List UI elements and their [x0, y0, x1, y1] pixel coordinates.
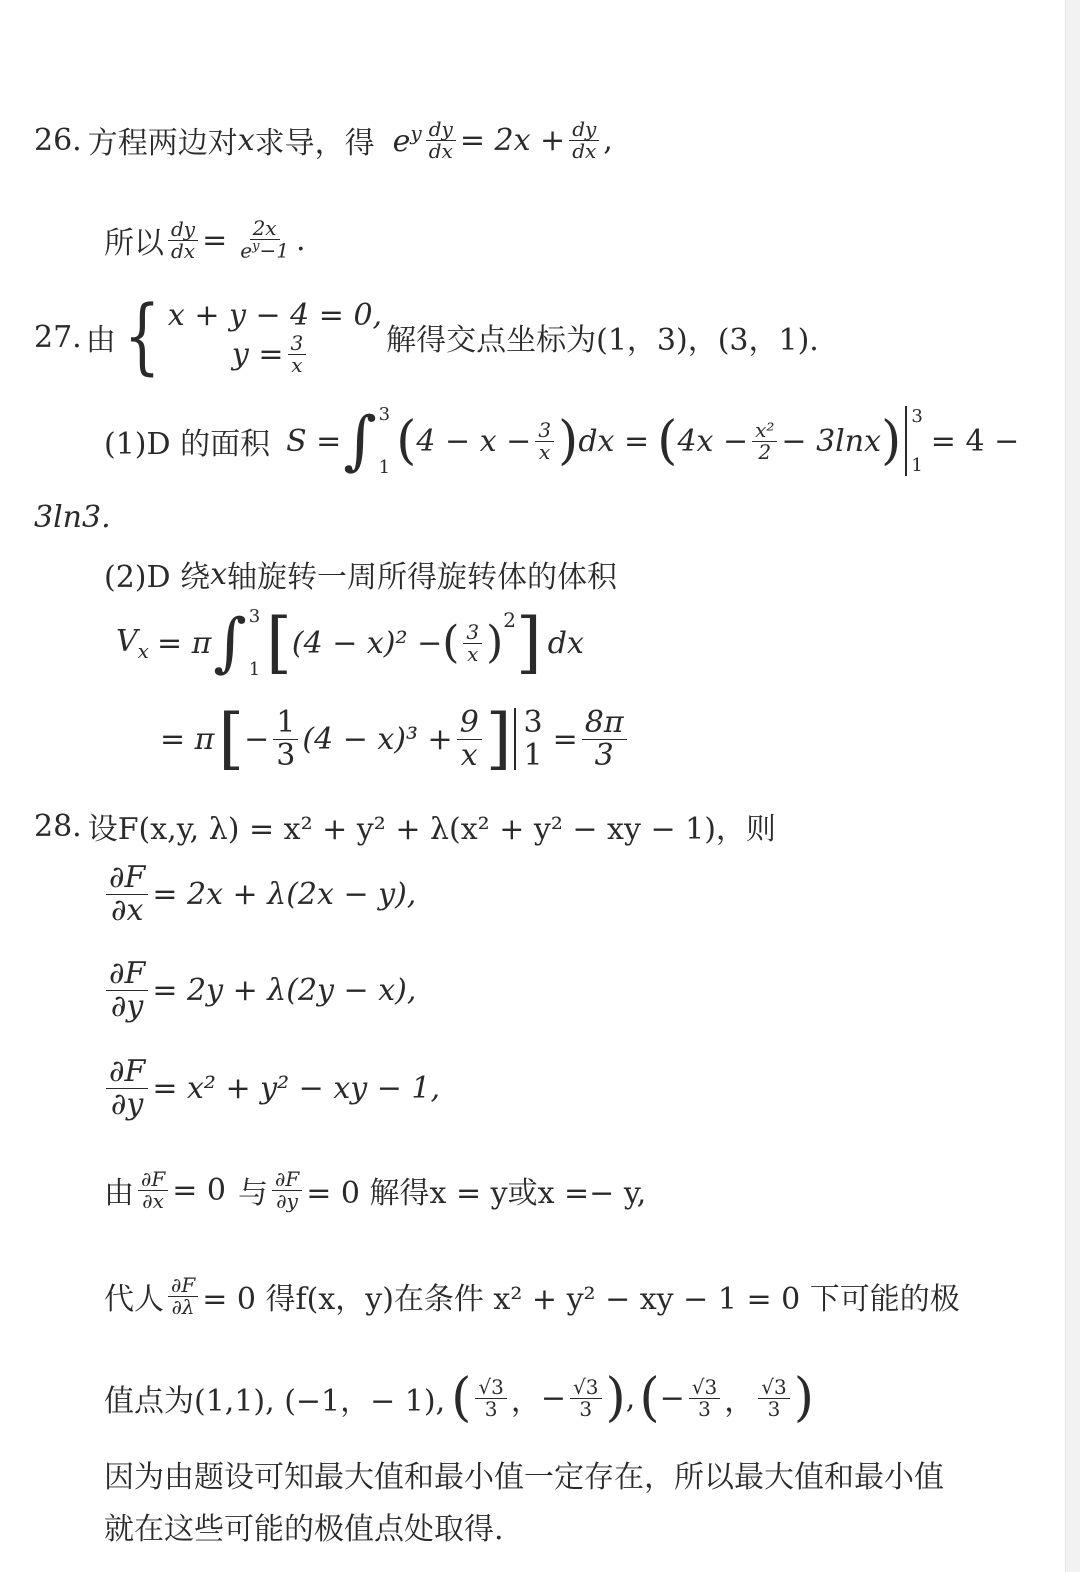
q27-result-b: 3ln3. — [34, 500, 111, 535]
q27-part1-result — [34, 500, 111, 535]
q27-result: 解得交点坐标为(1，3)，(3，1). — [386, 323, 819, 358]
q28-you: 由 — [104, 1176, 134, 1211]
q26-text-b: 求导，得 — [254, 126, 375, 161]
q28-frac-dFdx-small: $\frac{\partial F}{\partial x}$ — [138, 1169, 168, 1212]
page-edge — [1065, 0, 1080, 1572]
q27-paren-open: ( — [396, 411, 417, 471]
q27-vx2-eq2: = — [552, 721, 578, 757]
q27-system — [168, 298, 382, 376]
q28-eq3: = x² + y² − xy − 1, — [152, 1070, 441, 1106]
q27-you: 由 — [85, 323, 116, 358]
q27-vx-frac: $\frac{3}{x}$ — [463, 622, 482, 665]
q27-part2-label — [104, 552, 617, 596]
q26-frac-dydx: $\frac{dy}{dx}$ — [426, 119, 456, 162]
q27-vx-term1: (4 − x)² − — [291, 625, 443, 661]
q27-vx2-minus: − — [244, 721, 270, 757]
q28-dFdy-2: $\frac{\partial F}{\partial y}$ — [106, 1056, 148, 1120]
q26-number: 26. — [34, 122, 82, 158]
q27-part1-line — [104, 404, 1019, 478]
q26-comma: , — [603, 122, 613, 158]
q28-substitute: = 0 得f(x，y)在条件 x² + y² − xy − 1 = 0 下可能的极 — [202, 1282, 960, 1317]
q28-eq2: = 2y + λ(2y − x), — [152, 972, 417, 1008]
q26-result-frac: $\frac{2x}{e^y-1}$ — [240, 216, 289, 263]
q27-p2-label-a: (2)D 绕 — [104, 560, 211, 595]
q28-dFdx: $\frac{\partial F}{\partial x}$ — [106, 862, 148, 926]
q27-anti-frac: $\frac{\text{x²}}{2}$ — [752, 420, 777, 463]
q26-period: . — [295, 222, 306, 258]
q28-setup-line — [34, 804, 776, 848]
q27-paren-close: ) — [558, 411, 579, 471]
q27-volume-line1: $V_x$ = π ∫ 3 1 [ (4 − x)² − ( $\frac{3}{x}$ ) $^2$ ] dx — [116, 604, 584, 681]
q26-ey: $e^y$ — [392, 121, 422, 159]
q27-number: 27. — [34, 319, 82, 355]
q27-anti-b: − 3lnx — [781, 423, 882, 459]
q27-vx2-term: (4 − x)³ + — [302, 721, 453, 757]
q27-p1-label: (1)D 的面积 — [104, 427, 271, 462]
q27-volume-line2: = π [ − $\frac{1}{3}$ (4 − x)³ + $\frac{9}{x}$ ] 3 1 = $\frac{8\pi}{3}$ — [160, 706, 631, 772]
q27-system-line — [34, 289, 819, 384]
q27-anti-close: ) — [881, 411, 902, 471]
q26-eq: = 2x + — [459, 122, 566, 158]
q27-vx-eq: = π — [156, 625, 212, 661]
q28-conclusion-1: 因为由题设可知最大值和最小值一定存在，所以最大值和最小值 — [104, 1460, 944, 1495]
q28-solve-line — [104, 1168, 646, 1212]
q27-bracket-close: ] — [516, 604, 542, 681]
q26-frac-dydx-3: $\frac{dy}{dx}$ — [168, 219, 198, 262]
q27-eval-bar: 3 1 — [905, 406, 922, 476]
q27-vx2-limits: 3 1 — [523, 705, 543, 773]
q27-brace: { — [123, 289, 161, 384]
q27-p2-label-x: x — [210, 556, 228, 592]
q28-partial-y — [102, 958, 416, 1022]
q26-frac-dydx-2: $\frac{dy}{dx}$ — [569, 119, 599, 162]
q28-frac-dFdy-small: $\frac{\partial F}{\partial y}$ — [272, 1169, 302, 1212]
q28-points-line: 值点为(1,1), (−1，− 1), ( $\frac{√3}{3}$ ， − $\frac{√3}{3}$ ) , ( − $\frac{√3}{3}$ ， $\frac{√3}{3}$ ) — [104, 1368, 815, 1428]
q28-substitute-line — [104, 1274, 960, 1318]
q26-eq2: = — [202, 222, 228, 258]
q28-dFdy: $\frac{\partial F}{\partial y}$ — [106, 958, 148, 1022]
q26-text-a: 方程两边对 — [87, 126, 238, 161]
q27-vx-integral: ∫ — [213, 606, 247, 680]
q27-vx2-eq: = π — [160, 721, 215, 757]
q26-so: 所以 — [104, 226, 164, 261]
q27-eq1: x + y − 4 = 0, — [167, 298, 383, 333]
q28-solve: = 0 解得x = y或x =− y, — [306, 1176, 647, 1211]
q28-yu: 与 — [237, 1176, 268, 1211]
q27-vx: $V_x$ — [116, 623, 149, 663]
q27-result-a: = 4 − — [930, 423, 1020, 459]
q28-pt3-y: $\frac{√3}{3}$ — [570, 1377, 601, 1420]
q27-vx2-frac2: $\frac{9}{x}$ — [457, 707, 482, 771]
q28-pt4-y: $\frac{√3}{3}$ — [758, 1377, 789, 1420]
q28-pt3-x: $\frac{√3}{3}$ — [475, 1377, 506, 1420]
q27-vx2-result: $\frac{8\pi}{3}$ — [582, 707, 627, 771]
q27-anti-a: 4x − — [677, 423, 749, 459]
q28-daiin: 代人 — [104, 1282, 164, 1317]
q28-number: 28. — [34, 808, 82, 844]
q28-partial-x — [102, 862, 416, 926]
q27-p2-label-b: 轴旋转一周所得旋转体的体积 — [227, 560, 618, 595]
q27-vx-limits: 3 1 — [248, 606, 261, 680]
q27-integrand-frac: $\frac{3}{x}$ — [535, 420, 554, 463]
q27-anti-open: ( — [657, 411, 678, 471]
q27-vx-dx: dx — [547, 625, 584, 661]
q27-vx-square: 2 — [503, 608, 517, 632]
q26-line2 — [104, 218, 305, 262]
q27-integrand: 4 − x − — [416, 423, 532, 459]
q27-vx2-frac1: $\frac{1}{3}$ — [273, 707, 298, 771]
q27-integral-sign: ∫ — [343, 404, 377, 478]
q28-pt4-x: $\frac{√3}{3}$ — [689, 1377, 720, 1420]
q28-eq1: = 2x + λ(2x − y), — [152, 876, 417, 912]
q28-partial-lambda — [102, 1056, 440, 1120]
q27-p1-S: S = — [286, 423, 342, 459]
q27-bracket-open: [ — [266, 604, 292, 681]
q28-conclusion-2: 就在这些可能的极值点处取得. — [104, 1512, 504, 1547]
q27-int-limits: 3 1 — [378, 404, 391, 478]
q28-frac-dFdl: $\frac{\partial F}{\partial\lambda}$ — [168, 1275, 198, 1318]
q28-points-a: 值点为(1,1), (−1，− 1), — [104, 1384, 446, 1419]
q26-var-x: x — [237, 122, 255, 158]
q27-dx: dx = — [578, 423, 650, 459]
q28-zero: = 0 — [172, 1172, 226, 1208]
q28-conclusion — [104, 1452, 1054, 1556]
q27-eq2: y = $\frac{3}{x}$ — [168, 333, 382, 376]
q26-line1 — [34, 118, 613, 162]
q28-setup: 设F(x,y, λ) = x² + y² + λ(x² + y² − xy − 1)，则 — [87, 812, 776, 847]
